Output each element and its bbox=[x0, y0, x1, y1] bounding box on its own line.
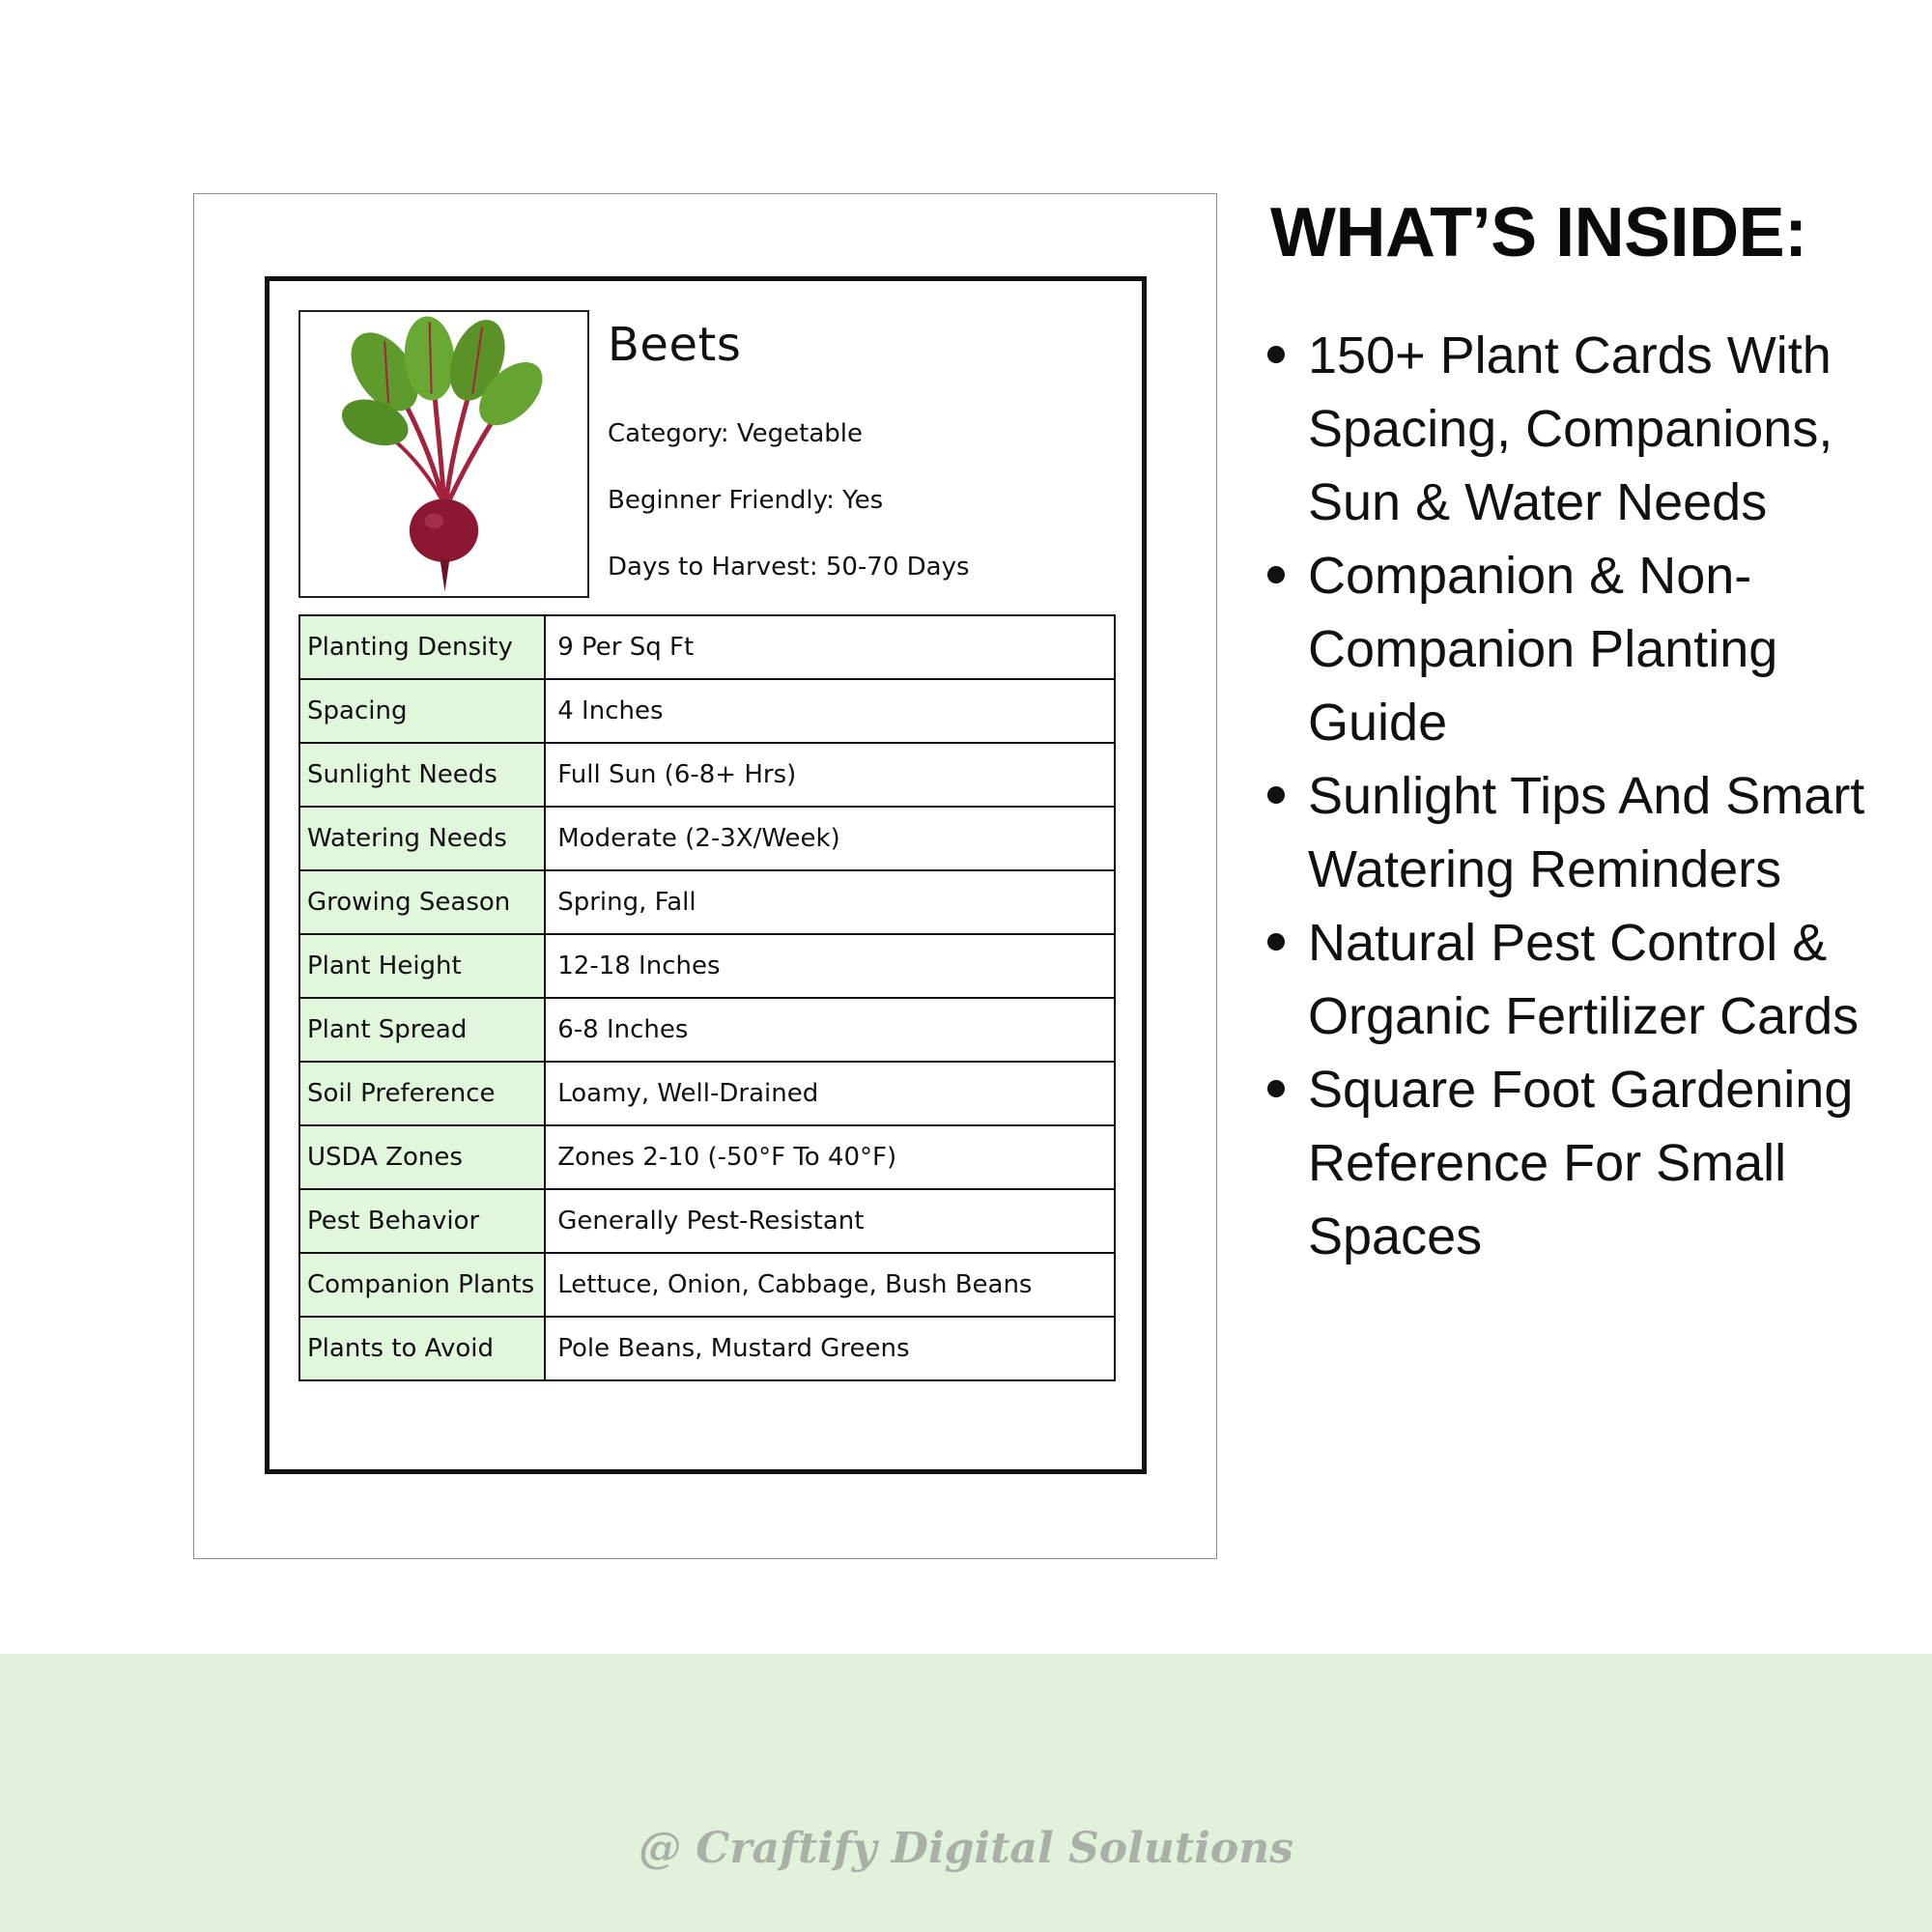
table-row bbox=[299, 679, 1115, 743]
list-item bbox=[1264, 319, 1920, 539]
list-item bbox=[1264, 759, 1920, 906]
bullet-icon bbox=[1267, 346, 1285, 363]
bullet-icon bbox=[1267, 933, 1285, 951]
row-label: Soil Preference bbox=[299, 1062, 545, 1125]
watermark: @ Craftify Digital Solutions bbox=[638, 1824, 1293, 1873]
feature-text: Square Foot Gardening Reference For Small Spaces bbox=[1308, 1061, 1854, 1265]
table-row bbox=[299, 998, 1115, 1062]
plant-data-table bbox=[298, 614, 1116, 1381]
table-row bbox=[299, 807, 1115, 870]
whats-inside-heading: WHAT’S INSIDE: bbox=[1270, 194, 1807, 271]
row-label: USDA Zones bbox=[299, 1125, 545, 1189]
row-label: Companion Plants bbox=[299, 1253, 545, 1317]
footer-band bbox=[0, 1654, 1932, 1932]
bullet-icon bbox=[1267, 786, 1285, 804]
row-value: Pole Beans, Mustard Greens bbox=[545, 1317, 1115, 1380]
table-row bbox=[299, 615, 1115, 679]
feature-list bbox=[1264, 319, 1920, 1273]
row-value: Full Sun (6-8+ Hrs) bbox=[545, 743, 1115, 807]
table-row bbox=[299, 870, 1115, 934]
bullet-icon bbox=[1267, 566, 1285, 583]
row-value: Zones 2-10 (-50°F To 40°F) bbox=[545, 1125, 1115, 1189]
row-label: Sunlight Needs bbox=[299, 743, 545, 807]
row-value: 6-8 Inches bbox=[545, 998, 1115, 1062]
feature-text: 150+ Plant Cards With Spacing, Companions, Sun & Water Needs bbox=[1308, 327, 1833, 531]
list-item bbox=[1264, 906, 1920, 1053]
row-value: 9 Per Sq Ft bbox=[545, 615, 1115, 679]
row-value: 4 Inches bbox=[545, 679, 1115, 743]
row-label: Watering Needs bbox=[299, 807, 545, 870]
list-item bbox=[1264, 539, 1920, 759]
row-value: Loamy, Well-Drained bbox=[545, 1062, 1115, 1125]
row-value: Spring, Fall bbox=[545, 870, 1115, 934]
table-row bbox=[299, 934, 1115, 998]
row-label: Pest Behavior bbox=[299, 1189, 545, 1253]
category-line: Category: Vegetable bbox=[608, 419, 864, 448]
plant-name: Beets bbox=[608, 318, 742, 372]
row-value: Lettuce, Onion, Cabbage, Bush Beans bbox=[545, 1253, 1115, 1317]
row-label: Growing Season bbox=[299, 870, 545, 934]
days-to-harvest-line: Days to Harvest: 50-70 Days bbox=[608, 553, 970, 582]
table-row bbox=[299, 743, 1115, 807]
card-preview-frame bbox=[193, 193, 1217, 1559]
row-label: Plants to Avoid bbox=[299, 1317, 545, 1380]
table-row bbox=[299, 1317, 1115, 1380]
plant-photo bbox=[298, 310, 589, 598]
table-row bbox=[299, 1125, 1115, 1189]
table-row bbox=[299, 1189, 1115, 1253]
row-value: Moderate (2-3X/Week) bbox=[545, 807, 1115, 870]
plant-card bbox=[265, 276, 1147, 1474]
beet-icon bbox=[300, 312, 587, 596]
row-value: 12-18 Inches bbox=[545, 934, 1115, 998]
plant-info bbox=[608, 318, 1110, 582]
row-label: Plant Spread bbox=[299, 998, 545, 1062]
bullet-icon bbox=[1267, 1080, 1285, 1097]
feature-text: Sunlight Tips And Smart Watering Reminders bbox=[1308, 767, 1865, 898]
row-label: Spacing bbox=[299, 679, 545, 743]
feature-text: Companion & Non-Companion Planting Guide bbox=[1308, 547, 1778, 752]
row-label: Planting Density bbox=[299, 615, 545, 679]
feature-text: Natural Pest Control & Organic Fertilizer Cards bbox=[1308, 914, 1860, 1045]
table-row bbox=[299, 1062, 1115, 1125]
beginner-friendly-line: Beginner Friendly: Yes bbox=[608, 486, 884, 515]
list-item bbox=[1264, 1053, 1920, 1273]
row-value: Generally Pest-Resistant bbox=[545, 1189, 1115, 1253]
table-row bbox=[299, 1253, 1115, 1317]
row-label: Plant Height bbox=[299, 934, 545, 998]
